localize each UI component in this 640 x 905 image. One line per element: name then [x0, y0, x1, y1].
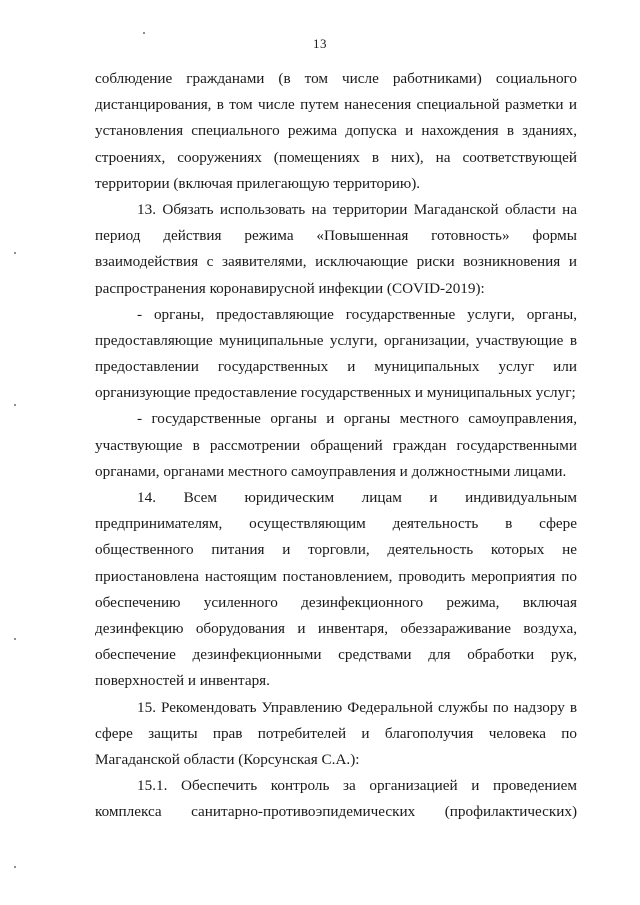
scan-speck	[14, 638, 16, 640]
paragraph-15-start: 15. Рекомендовать Управлению Федеральной службы по надзору в	[137, 698, 577, 716]
text-line: обеспечение дезинфекционными средствами для обработки рук,	[95, 646, 577, 664]
text-line: взаимодействия с заявителями, исключающие риски возникновения и	[95, 253, 577, 271]
scan-speck	[14, 252, 16, 254]
text-line: сфере защиты прав потребителей и благополучия человека по	[95, 724, 577, 742]
text-line: обеспечению усиленного дезинфекционного режима, включая	[95, 593, 577, 611]
text-line: участвующие в рассмотрении обращений граждан государственными	[95, 436, 577, 454]
scan-speck	[14, 866, 16, 868]
text-line: предоставляющие муниципальные услуги, организации, участвующие в	[95, 331, 577, 349]
list-item-start: - органы, предоставляющие государственные услуги, органы,	[137, 305, 577, 323]
list-item-start: - государственные органы и органы местного самоуправления,	[137, 410, 577, 428]
scan-speck	[143, 32, 145, 34]
text-line: территории (включая прилегающую территорию).	[95, 174, 421, 192]
text-line: соблюдение гражданами (в том числе работниками) социального	[95, 70, 577, 87]
text-line: поверхностей и инвентаря.	[95, 672, 270, 690]
text-line: приостановлена настоящим постановлением, проводить мероприятия по	[95, 567, 577, 585]
paragraph-13-start: 13. Обязать использовать на территории Магаданской области на	[137, 200, 577, 218]
document-body	[95, 66, 577, 825]
text-line: предпринимателям, осуществляющим деятельность в сфере	[95, 515, 577, 533]
text-line: Магаданской области (Корсунская С.А.):	[95, 750, 360, 768]
paragraph-15-1-start: 15.1. Обеспечить контроль за организацией и проведением	[137, 777, 577, 795]
page-number: 13	[313, 36, 327, 51]
text-line: дистанцирования, в том числе путем нанесения специальной разметки и	[95, 96, 577, 114]
text-line: предоставлении государственных и муниципальных услуг или	[95, 358, 577, 376]
paragraph-14-start: 14. Всем юридическим лицам и индивидуальным	[137, 489, 577, 506]
text-line: строениях, сооружениях (помещениях в них), на соответствующей	[95, 148, 577, 166]
text-line: период действия режима «Повышенная готовность» формы	[95, 227, 577, 245]
text-line: дезинфекцию оборудования и инвентаря, обеззараживание воздуха,	[95, 619, 577, 637]
text-line: распространения коронавирусной инфекции (COVID-2019):	[95, 279, 485, 297]
scan-speck	[14, 404, 16, 406]
text-line: органами, органами местного самоуправления и должностными лицами.	[95, 462, 567, 480]
text-line: установления специального режима допуска и нахождения в зданиях,	[95, 122, 577, 140]
text-line: общественного питания и торговли, деятельность которых не	[95, 541, 577, 559]
text-line: организующие предоставление государственных и муниципальных услуг;	[95, 384, 576, 402]
text-line: комплекса санитарно-противоэпидемических (профилактических)	[95, 803, 577, 821]
